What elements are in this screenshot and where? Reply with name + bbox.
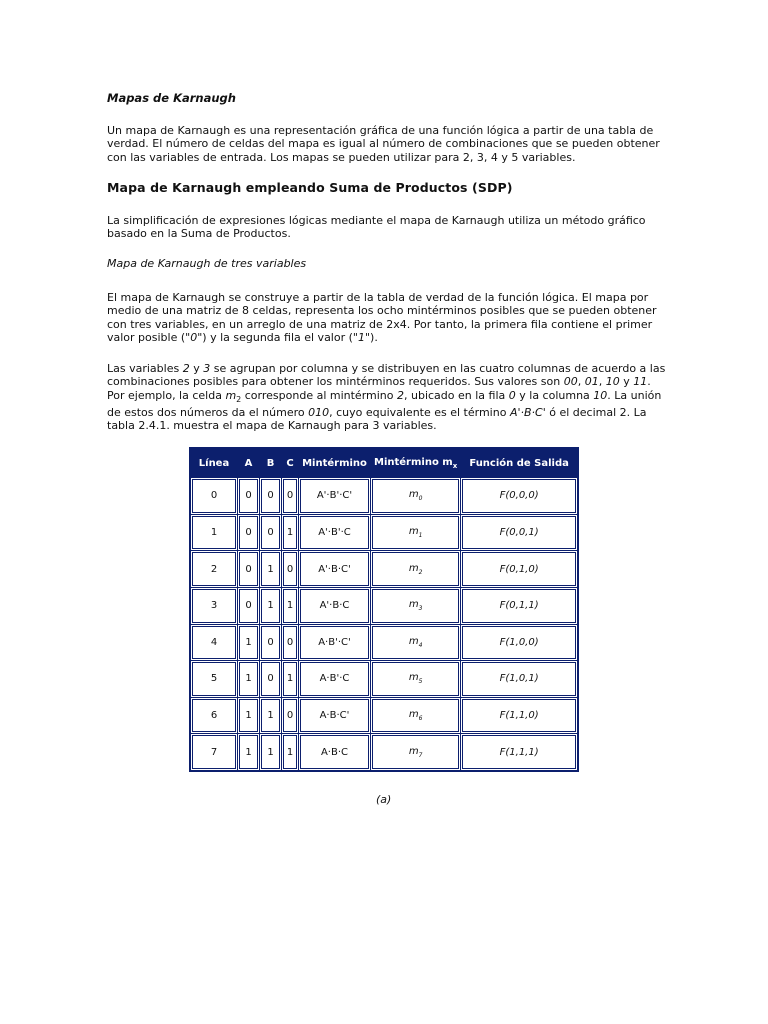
cell-mintermino: A·B·C bbox=[300, 735, 369, 769]
cell-c: 1 bbox=[283, 735, 297, 769]
cell-funcion: F(1,1,0) bbox=[462, 699, 576, 733]
row-number: 0 bbox=[508, 388, 516, 402]
minterm-symbol: m bbox=[408, 635, 419, 647]
var-2: 2 bbox=[182, 362, 190, 375]
cell-linea: 6 bbox=[192, 699, 236, 733]
header-mintermino: Mintérmino bbox=[302, 457, 367, 469]
page-title: Mapas de Karnaugh bbox=[107, 91, 236, 105]
table-row bbox=[192, 662, 576, 696]
header-mintermino-m bbox=[372, 450, 459, 476]
table-header-row bbox=[192, 450, 576, 476]
cell-a: 1 bbox=[239, 735, 258, 769]
header-linea: Línea bbox=[198, 457, 230, 469]
cell-b: 1 bbox=[261, 735, 280, 769]
text-run: y bbox=[619, 375, 634, 389]
combo-11: 11 bbox=[633, 375, 648, 389]
cell-linea: 5 bbox=[192, 662, 236, 696]
text-run: "). bbox=[364, 330, 378, 344]
cell-a: 1 bbox=[239, 662, 258, 696]
minterm-subscript: 0 bbox=[418, 495, 423, 503]
cell-mintermino: A·B'·C bbox=[300, 662, 369, 696]
cell-funcion: F(0,0,0) bbox=[462, 479, 576, 513]
cell-mintermino: A'·B'·C bbox=[300, 516, 369, 550]
table-row bbox=[192, 516, 576, 550]
text-run: , bbox=[577, 375, 585, 389]
text-run: , ubicado en la fila bbox=[404, 388, 509, 402]
minterm-symbol: m bbox=[408, 709, 419, 721]
table-row bbox=[192, 479, 576, 513]
cell-linea: 3 bbox=[192, 589, 236, 623]
cell-c: 1 bbox=[283, 589, 297, 623]
header-mintermino-m-text: Mintérmino m bbox=[374, 456, 453, 468]
minterm-subscript: 7 bbox=[418, 751, 423, 759]
cell-funcion: F(0,0,1) bbox=[462, 516, 576, 550]
cell-linea: 1 bbox=[192, 516, 236, 550]
minterm-subscript: 1 bbox=[418, 531, 423, 539]
minterm-symbol: m bbox=[408, 562, 419, 574]
cell-c: 0 bbox=[283, 699, 297, 733]
cell-c: 1 bbox=[283, 662, 297, 696]
cell-mintermino: A·B'·C' bbox=[300, 626, 369, 660]
text-run: Las variables bbox=[107, 362, 183, 375]
truth-table bbox=[189, 447, 579, 772]
combo-01: 01 bbox=[584, 375, 599, 389]
cell-mintermino-m bbox=[372, 589, 459, 623]
minterm-subscript: 5 bbox=[418, 678, 423, 686]
cell-b: 1 bbox=[261, 589, 280, 623]
table-row bbox=[192, 552, 576, 586]
cell-linea: 2 bbox=[192, 552, 236, 586]
value-zero: 0 bbox=[190, 330, 198, 344]
cell-mintermino: A·B·C' bbox=[300, 699, 369, 733]
table-row bbox=[192, 699, 576, 733]
cell-mintermino-m bbox=[372, 516, 459, 550]
text-run: ") y la segunda fila el valor (" bbox=[197, 330, 358, 344]
construction-paragraph bbox=[107, 291, 667, 344]
cell-b: 0 bbox=[261, 662, 280, 696]
minterm-subscript: 6 bbox=[418, 715, 423, 723]
text-run: ó el decimal 2. La tabla 2.4.1. muestra el mapa de Karnaugh para 3 variables. bbox=[107, 406, 647, 433]
cell-a: 1 bbox=[239, 699, 258, 733]
minterm-subscript: 3 bbox=[418, 605, 423, 613]
union-number: 010 bbox=[308, 406, 330, 420]
section-intro-paragraph: La simplificación de expresiones lógicas mediante el mapa de Karnaugh utiliza un método gráfico basado en la Suma de Productos. bbox=[107, 214, 646, 241]
header-mintermino-m-subscript: x bbox=[452, 461, 458, 470]
cell-a: 0 bbox=[239, 552, 258, 586]
column-number: 10 bbox=[593, 388, 608, 402]
cell-mintermino: A'·B·C bbox=[300, 589, 369, 623]
text-run: . La unión de estos dos números da el número bbox=[107, 388, 662, 420]
karnaugh-table-container bbox=[189, 447, 579, 772]
minterm-symbol: m bbox=[408, 745, 419, 757]
cell-m-subscript: 2 bbox=[236, 394, 242, 404]
cell-mintermino: A'·B·C' bbox=[300, 552, 369, 586]
table-row bbox=[192, 626, 576, 660]
cell-a: 0 bbox=[239, 516, 258, 550]
minterm-number: 2 bbox=[397, 388, 404, 402]
header-c: C bbox=[286, 457, 294, 469]
cell-mintermino-m bbox=[372, 699, 459, 733]
cell-linea: 7 bbox=[192, 735, 236, 769]
cell-linea: 0 bbox=[192, 479, 236, 513]
cell-b: 0 bbox=[261, 626, 280, 660]
cell-c: 0 bbox=[283, 552, 297, 586]
header-funcion: Función de Salida bbox=[469, 457, 569, 469]
minterm-subscript: 4 bbox=[418, 641, 423, 649]
cell-funcion: F(0,1,0) bbox=[462, 552, 576, 586]
cell-b: 1 bbox=[261, 552, 280, 586]
cell-funcion: F(1,0,1) bbox=[462, 662, 576, 696]
table-row bbox=[192, 735, 576, 769]
cell-c: 1 bbox=[283, 516, 297, 550]
combo-10: 10 bbox=[605, 375, 620, 389]
cell-mintermino-m bbox=[372, 662, 459, 696]
text-run: y la columna bbox=[515, 388, 594, 402]
minterm-symbol: m bbox=[408, 489, 419, 501]
text-run: , cuyo equivalente es el término bbox=[329, 406, 510, 420]
cell-funcion: F(1,0,0) bbox=[462, 626, 576, 660]
minterm-symbol: m bbox=[408, 525, 419, 537]
cell-m: m bbox=[225, 388, 237, 402]
text-run: y bbox=[189, 362, 204, 375]
cell-a: 0 bbox=[239, 589, 258, 623]
minterm-subscript: 2 bbox=[418, 568, 423, 576]
cell-a: 1 bbox=[239, 626, 258, 660]
section-title: Mapa de Karnaugh empleando Suma de Productos (SDP) bbox=[107, 180, 513, 195]
text-run: corresponde al mintérmino bbox=[241, 388, 397, 402]
text-run: , bbox=[598, 375, 606, 389]
cell-funcion: F(0,1,1) bbox=[462, 589, 576, 623]
variables-paragraph bbox=[107, 362, 667, 433]
intro-paragraph: Un mapa de Karnaugh es una representación gráfica de una función lógica a partir de una tabla de verdad. El número de celdas del mapa es igual al número de combinaciones que se pueden obtener con las variables de entrada. Los mapas se pueden utilizar para 2, 3, 4 y 5 variables. bbox=[107, 124, 660, 164]
cell-c: 0 bbox=[283, 479, 297, 513]
cell-mintermino-m bbox=[372, 735, 459, 769]
term-expression: A'·B·C' bbox=[509, 406, 546, 420]
text-run: El mapa de Karnaugh se construye a partir de la tabla de verdad de la función lógica. El mapa por medio de una matriz de 8 celdas, representa los ocho mintérminos posibles que se pueden obtener con tres variables, en un arreglo de una matriz de 2x4. Por tanto, la primera fila contiene el primer valor posible (" bbox=[107, 291, 657, 344]
cell-mintermino: A'·B'·C' bbox=[300, 479, 369, 513]
minterm-symbol: m bbox=[408, 599, 419, 611]
cell-a: 0 bbox=[239, 479, 258, 513]
cell-b: 0 bbox=[261, 516, 280, 550]
cell-mintermino-m bbox=[372, 552, 459, 586]
header-a: A bbox=[244, 457, 253, 469]
text-run: se agrupan por columna y se distribuyen en las cuatro columnas de acuerdo a las combinaciones posibles para obtener los mintérminos requeridos. Sus valores son bbox=[107, 362, 666, 389]
table-row bbox=[192, 589, 576, 623]
cell-b: 1 bbox=[261, 699, 280, 733]
cell-linea: 4 bbox=[192, 626, 236, 660]
header-b: B bbox=[266, 457, 275, 469]
var-3: 3 bbox=[203, 362, 211, 375]
cell-mintermino-m bbox=[372, 479, 459, 513]
figure-caption: (a) bbox=[376, 793, 392, 806]
text-run: . Por ejemplo, la celda bbox=[107, 375, 651, 402]
cell-funcion: F(1,1,1) bbox=[462, 735, 576, 769]
subsection-title: Mapa de Karnaugh de tres variables bbox=[107, 257, 307, 270]
cell-c: 0 bbox=[283, 626, 297, 660]
minterm-symbol: m bbox=[408, 672, 419, 684]
combo-00: 00 bbox=[563, 375, 578, 389]
cell-b: 0 bbox=[261, 479, 280, 513]
value-one: 1 bbox=[357, 330, 365, 344]
cell-mintermino-m bbox=[372, 626, 459, 660]
